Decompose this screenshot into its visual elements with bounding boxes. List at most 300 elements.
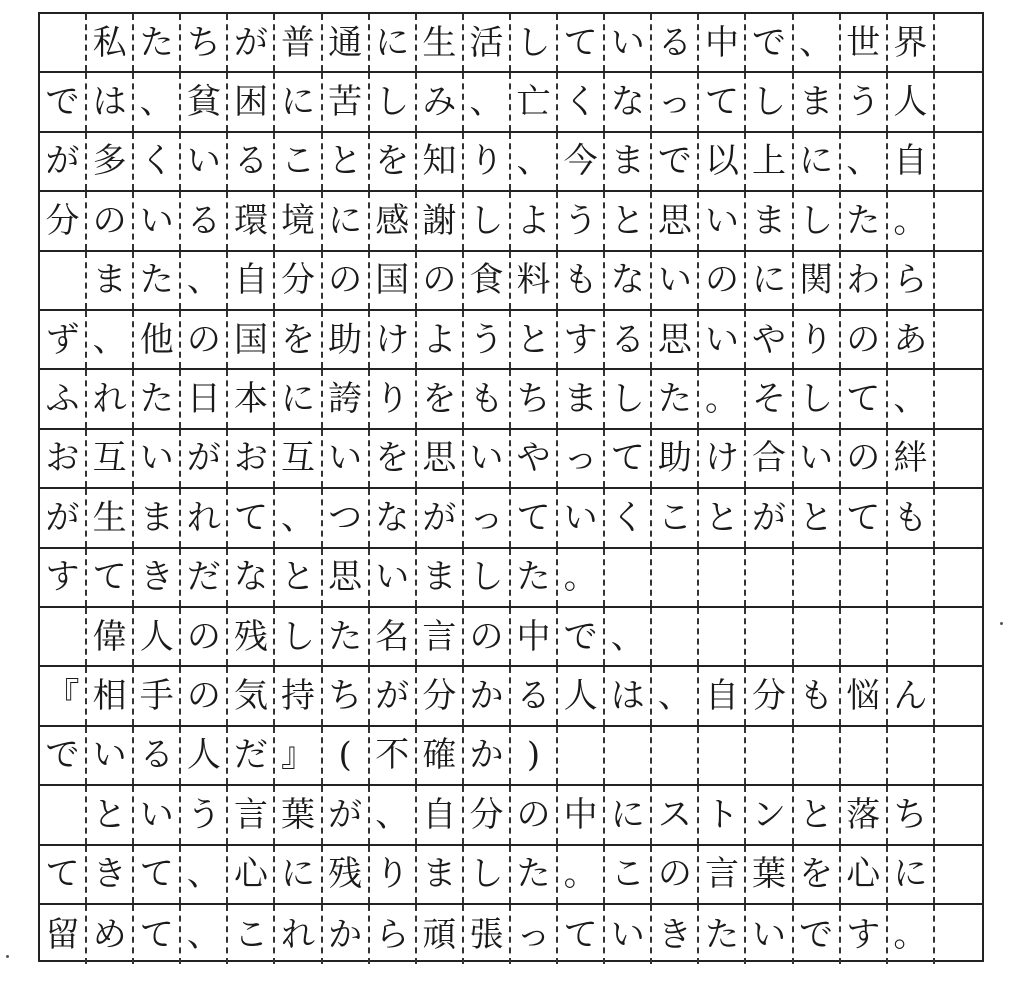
- manuscript-cell: い: [134, 430, 181, 487]
- manuscript-cell: 多: [87, 133, 134, 190]
- manuscript-cell: よ: [511, 192, 558, 249]
- manuscript-cell: 感: [370, 192, 417, 249]
- manuscript-cell: い: [699, 311, 746, 368]
- manuscript-cell: て: [605, 430, 652, 487]
- manuscript-cell: 中: [511, 608, 558, 665]
- manuscript-cell: く: [605, 489, 652, 546]
- manuscript-cell: 、: [370, 786, 417, 843]
- manuscript-row: [40, 311, 982, 370]
- manuscript-cell: [652, 549, 699, 606]
- manuscript-cell: と: [794, 489, 841, 546]
- manuscript-cell: 、: [605, 608, 652, 665]
- manuscript-cell: か: [323, 905, 370, 964]
- manuscript-cell: ま: [417, 549, 464, 606]
- manuscript-row: [40, 192, 982, 251]
- manuscript-cell: 思: [417, 430, 464, 487]
- manuscript-cell: に: [747, 252, 794, 309]
- manuscript-cell: し: [464, 192, 511, 249]
- manuscript-cell: を: [370, 430, 417, 487]
- manuscript-cell: こ: [228, 905, 275, 964]
- manuscript-cell: み: [417, 73, 464, 130]
- manuscript-cell: い: [464, 430, 511, 487]
- manuscript-cell: 、: [841, 133, 888, 190]
- manuscript-cell: 分: [417, 667, 464, 724]
- manuscript-cell: 、: [652, 667, 699, 724]
- manuscript-cell: 助: [323, 311, 370, 368]
- manuscript-cell: け: [370, 311, 417, 368]
- manuscript-cell: だ: [181, 549, 228, 606]
- manuscript-cell: 人: [558, 667, 605, 724]
- manuscript-cell: 、: [181, 252, 228, 309]
- manuscript-cell: 心: [841, 846, 888, 903]
- manuscript-cell: 』: [276, 727, 323, 784]
- manuscript-cell: [888, 549, 935, 606]
- manuscript-cell: 知: [417, 133, 464, 190]
- manuscript-cell: し: [464, 846, 511, 903]
- manuscript-cell: た: [134, 14, 181, 71]
- manuscript-cell: 人: [181, 727, 228, 784]
- manuscript-cell: る: [228, 133, 275, 190]
- manuscript-cell: 自: [888, 133, 935, 190]
- manuscript-row: [40, 846, 982, 905]
- manuscript-cell: 絆: [888, 430, 935, 487]
- manuscript-cell: い: [794, 430, 841, 487]
- manuscript-cell: 。: [699, 370, 746, 427]
- manuscript-cell: 『: [40, 667, 87, 724]
- manuscript-row: [40, 905, 982, 964]
- manuscript-cell: て: [40, 846, 87, 903]
- manuscript-cell: 国: [228, 311, 275, 368]
- manuscript-cell: 、: [888, 370, 935, 427]
- manuscript-cell: [558, 727, 605, 784]
- manuscript-cell: の: [87, 192, 134, 249]
- manuscript-cell: [605, 549, 652, 606]
- manuscript-cell: ち: [323, 667, 370, 724]
- manuscript-cell: の: [417, 252, 464, 309]
- manuscript-cell: 手: [134, 667, 181, 724]
- manuscript-cell: [935, 73, 982, 130]
- manuscript-cell: と: [605, 192, 652, 249]
- manuscript-cell: が: [417, 489, 464, 546]
- manuscript-cell: お: [40, 430, 87, 487]
- manuscript-cell: 人: [888, 73, 935, 130]
- manuscript-cell: ま: [87, 252, 134, 309]
- manuscript-cell: し: [794, 192, 841, 249]
- manuscript-cell: が: [323, 786, 370, 843]
- manuscript-cell: た: [134, 252, 181, 309]
- manuscript-cell: 心: [228, 846, 275, 903]
- manuscript-cell: 日: [181, 370, 228, 427]
- manuscript-cell: [935, 905, 982, 964]
- manuscript-cell: 、: [511, 133, 558, 190]
- manuscript-cell: が: [747, 489, 794, 546]
- manuscript-cell: や: [747, 311, 794, 368]
- manuscript-cell: る: [605, 311, 652, 368]
- manuscript-cell: 生: [87, 489, 134, 546]
- manuscript-cell: 関: [794, 252, 841, 309]
- manuscript-cell: 思: [652, 192, 699, 249]
- manuscript-cell: そ: [747, 370, 794, 427]
- manuscript-cell: 留: [40, 905, 87, 964]
- manuscript-row: [40, 252, 982, 311]
- manuscript-cell: 互: [276, 430, 323, 487]
- manuscript-cell: の: [841, 430, 888, 487]
- manuscript-cell: 食: [464, 252, 511, 309]
- manuscript-cell: 言: [417, 608, 464, 665]
- manuscript-cell: [40, 786, 87, 843]
- manuscript-cell: な: [605, 252, 652, 309]
- manuscript-cell: で: [652, 133, 699, 190]
- manuscript-cell: 生: [417, 14, 464, 71]
- manuscript-cell: わ: [841, 252, 888, 309]
- manuscript-cell: う: [558, 192, 605, 249]
- manuscript-cell: る: [652, 14, 699, 71]
- manuscript-cell: こ: [276, 133, 323, 190]
- manuscript-cell: [935, 846, 982, 903]
- manuscript-cell: 、: [276, 489, 323, 546]
- manuscript-cell: っ: [464, 489, 511, 546]
- manuscript-cell: る: [181, 192, 228, 249]
- manuscript-cell: [935, 311, 982, 368]
- manuscript-cell: に: [605, 786, 652, 843]
- manuscript-cell: で: [794, 905, 841, 964]
- manuscript-cell: い: [370, 549, 417, 606]
- manuscript-cell: け: [699, 430, 746, 487]
- manuscript-cell: 。: [888, 905, 935, 964]
- manuscript-row: [40, 727, 982, 786]
- manuscript-cell: な: [605, 73, 652, 130]
- manuscript-cell: 境: [276, 192, 323, 249]
- manuscript-cell: し: [511, 14, 558, 71]
- manuscript-cell: [935, 252, 982, 309]
- manuscript-cell: [935, 430, 982, 487]
- manuscript-cell: [935, 667, 982, 724]
- manuscript-cell: [652, 608, 699, 665]
- manuscript-cell: て: [841, 370, 888, 427]
- manuscript-row: [40, 370, 982, 429]
- manuscript-cell: い: [605, 14, 652, 71]
- manuscript-cell: も: [888, 489, 935, 546]
- manuscript-cell: し: [794, 370, 841, 427]
- manuscript-cell: に: [370, 14, 417, 71]
- manuscript-cell: [699, 727, 746, 784]
- manuscript-cell: い: [558, 489, 605, 546]
- manuscript-cell: 今: [558, 133, 605, 190]
- manuscript-cell: し: [370, 73, 417, 130]
- manuscript-cell: 気: [228, 667, 275, 724]
- manuscript-cell: が: [40, 489, 87, 546]
- manuscript-cell: 他: [134, 311, 181, 368]
- manuscript-cell: と: [699, 489, 746, 546]
- manuscript-cell: た: [511, 846, 558, 903]
- manuscript-cell: ま: [794, 73, 841, 130]
- manuscript-cell: 中: [699, 14, 746, 71]
- manuscript-cell: も: [558, 252, 605, 309]
- manuscript-cell: ら: [888, 252, 935, 309]
- manuscript-cell: れ: [87, 370, 134, 427]
- manuscript-cell: こ: [652, 489, 699, 546]
- manuscript-cell: で: [747, 14, 794, 71]
- manuscript-cell: う: [181, 786, 228, 843]
- manuscript-grid: [38, 12, 984, 962]
- manuscript-cell: な: [228, 549, 275, 606]
- manuscript-cell: い: [181, 133, 228, 190]
- manuscript-cell: も: [794, 667, 841, 724]
- manuscript-cell: と: [323, 133, 370, 190]
- manuscript-cell: く: [558, 73, 605, 130]
- manuscript-cell: つ: [323, 489, 370, 546]
- manuscript-cell: ): [511, 727, 558, 784]
- manuscript-cell: 助: [652, 430, 699, 487]
- manuscript-cell: 分: [464, 786, 511, 843]
- manuscript-row: [40, 608, 982, 667]
- manuscript-cell: し: [605, 370, 652, 427]
- manuscript-cell: た: [134, 370, 181, 427]
- manuscript-cell: き: [87, 846, 134, 903]
- manuscript-cell: 困: [228, 73, 275, 130]
- manuscript-cell: い: [323, 430, 370, 487]
- manuscript-cell: 葉: [276, 786, 323, 843]
- manuscript-cell: [935, 370, 982, 427]
- manuscript-cell: て: [699, 73, 746, 130]
- manuscript-cell: 亡: [511, 73, 558, 130]
- manuscript-cell: い: [747, 905, 794, 964]
- manuscript-row: [40, 489, 982, 548]
- manuscript-cell: ま: [558, 370, 605, 427]
- manuscript-cell: [605, 727, 652, 784]
- manuscript-cell: [699, 608, 746, 665]
- manuscript-cell: 残: [228, 608, 275, 665]
- manuscript-cell: い: [134, 786, 181, 843]
- manuscript-cell: の: [699, 252, 746, 309]
- manuscript-cell: き: [134, 549, 181, 606]
- manuscript-cell: し: [464, 549, 511, 606]
- manuscript-row: [40, 786, 982, 845]
- manuscript-cell: う: [841, 73, 888, 130]
- scan-speck: [1000, 622, 1003, 625]
- manuscript-cell: で: [40, 727, 87, 784]
- manuscript-cell: 頑: [417, 905, 464, 964]
- manuscript-cell: の: [511, 786, 558, 843]
- manuscript-cell: ふ: [40, 370, 87, 427]
- manuscript-cell: [888, 608, 935, 665]
- manuscript-cell: り: [794, 311, 841, 368]
- manuscript-cell: 張: [464, 905, 511, 964]
- manuscript-cell: 、: [794, 14, 841, 71]
- manuscript-cell: し: [276, 608, 323, 665]
- manuscript-cell: て: [87, 549, 134, 606]
- manuscript-cell: [935, 786, 982, 843]
- manuscript-cell: た: [652, 370, 699, 427]
- manuscript-cell: だ: [228, 727, 275, 784]
- manuscript-cell: [841, 727, 888, 784]
- manuscript-cell: い: [652, 252, 699, 309]
- manuscript-cell: の: [464, 608, 511, 665]
- manuscript-cell: [841, 549, 888, 606]
- manuscript-cell: [40, 252, 87, 309]
- manuscript-cell: [935, 727, 982, 784]
- manuscript-cell: と: [511, 311, 558, 368]
- manuscript-cell: な: [370, 489, 417, 546]
- manuscript-cell: る: [134, 727, 181, 784]
- manuscript-cell: も: [464, 370, 511, 427]
- manuscript-cell: が: [40, 133, 87, 190]
- manuscript-cell: [935, 489, 982, 546]
- manuscript-cell: 合: [747, 430, 794, 487]
- manuscript-cell: に: [276, 370, 323, 427]
- manuscript-cell: い: [87, 727, 134, 784]
- manuscript-row: [40, 549, 982, 608]
- manuscript-cell: 世: [841, 14, 888, 71]
- manuscript-cell: 名: [370, 608, 417, 665]
- manuscript-cell: が: [181, 430, 228, 487]
- manuscript-cell: 私: [87, 14, 134, 71]
- manuscript-cell: の: [181, 667, 228, 724]
- manuscript-cell: た: [699, 905, 746, 964]
- manuscript-cell: か: [464, 727, 511, 784]
- manuscript-cell: 人: [134, 608, 181, 665]
- manuscript-cell: て: [841, 489, 888, 546]
- manuscript-cell: ち: [181, 14, 228, 71]
- manuscript-cell: [747, 727, 794, 784]
- manuscript-cell: [888, 727, 935, 784]
- manuscript-cell: を: [370, 133, 417, 190]
- manuscript-cell: 分: [747, 667, 794, 724]
- manuscript-cell: 偉: [87, 608, 134, 665]
- manuscript-cell: こ: [605, 846, 652, 903]
- manuscript-cell: あ: [888, 311, 935, 368]
- manuscript-cell: た: [511, 549, 558, 606]
- manuscript-cell: し: [747, 73, 794, 130]
- manuscript-cell: か: [464, 667, 511, 724]
- manuscript-cell: は: [605, 667, 652, 724]
- manuscript-cell: 活: [464, 14, 511, 71]
- manuscript-cell: ず: [40, 311, 87, 368]
- manuscript-cell: を: [417, 370, 464, 427]
- manuscript-cell: で: [558, 608, 605, 665]
- manuscript-cell: ち: [888, 786, 935, 843]
- manuscript-cell: 、: [181, 846, 228, 903]
- manuscript-cell: [935, 192, 982, 249]
- manuscript-cell: 、: [87, 311, 134, 368]
- manuscript-cell: に: [794, 133, 841, 190]
- manuscript-cell: [40, 608, 87, 665]
- manuscript-cell: [794, 549, 841, 606]
- manuscript-cell: 本: [228, 370, 275, 427]
- manuscript-cell: に: [323, 192, 370, 249]
- manuscript-cell: 上: [747, 133, 794, 190]
- manuscript-cell: 料: [511, 252, 558, 309]
- manuscript-cell: て: [558, 14, 605, 71]
- manuscript-cell: を: [794, 846, 841, 903]
- manuscript-cell: の: [323, 252, 370, 309]
- manuscript-cell: 、: [464, 73, 511, 130]
- manuscript-cell: に: [276, 846, 323, 903]
- manuscript-cell: 相: [87, 667, 134, 724]
- manuscript-cell: と: [87, 786, 134, 843]
- manuscript-cell: ま: [747, 192, 794, 249]
- manuscript-cell: 、: [134, 73, 181, 130]
- manuscript-cell: 。: [558, 846, 605, 903]
- manuscript-row: [40, 430, 982, 489]
- manuscript-cell: す: [40, 549, 87, 606]
- manuscript-cell: 落: [841, 786, 888, 843]
- manuscript-cell: 持: [276, 667, 323, 724]
- manuscript-cell: 言: [699, 846, 746, 903]
- manuscript-cell: 思: [323, 549, 370, 606]
- manuscript-cell: 誇: [323, 370, 370, 427]
- manuscript-cell: て: [134, 846, 181, 903]
- manuscript-cell: く: [134, 133, 181, 190]
- manuscript-cell: [747, 608, 794, 665]
- manuscript-cell: っ: [511, 905, 558, 964]
- manuscript-cell: い: [605, 905, 652, 964]
- manuscript-row: [40, 14, 982, 73]
- manuscript-cell: う: [464, 311, 511, 368]
- manuscript-cell: 残: [323, 846, 370, 903]
- manuscript-cell: 思: [652, 311, 699, 368]
- manuscript-cell: 通: [323, 14, 370, 71]
- manuscript-cell: て: [228, 489, 275, 546]
- manuscript-cell: や: [511, 430, 558, 487]
- manuscript-cell: ン: [747, 786, 794, 843]
- manuscript-cell: の: [841, 311, 888, 368]
- manuscript-cell: 自: [417, 786, 464, 843]
- manuscript-cell: の: [652, 846, 699, 903]
- manuscript-cell: れ: [276, 905, 323, 964]
- manuscript-cell: に: [888, 846, 935, 903]
- manuscript-cell: [935, 14, 982, 71]
- manuscript-cell: [747, 549, 794, 606]
- manuscript-cell: 互: [87, 430, 134, 487]
- manuscript-cell: 貧: [181, 73, 228, 130]
- manuscript-cell: [794, 608, 841, 665]
- manuscript-cell: り: [464, 133, 511, 190]
- manuscript-cell: 分: [276, 252, 323, 309]
- manuscript-cell: め: [87, 905, 134, 964]
- manuscript-cell: 確: [417, 727, 464, 784]
- manuscript-cell: 言: [228, 786, 275, 843]
- manuscript-cell: 界: [888, 14, 935, 71]
- manuscript-cell: い: [134, 192, 181, 249]
- manuscript-cell: す: [558, 311, 605, 368]
- manuscript-cell: 、: [181, 905, 228, 964]
- manuscript-cell: 不: [370, 727, 417, 784]
- manuscript-cell: と: [276, 549, 323, 606]
- manuscript-cell: 自: [228, 252, 275, 309]
- manuscript-cell: は: [87, 73, 134, 130]
- manuscript-cell: ま: [417, 846, 464, 903]
- manuscript-cell: が: [370, 667, 417, 724]
- manuscript-cell: 。: [888, 192, 935, 249]
- manuscript-cell: 。: [558, 549, 605, 606]
- manuscript-cell: き: [652, 905, 699, 964]
- manuscript-cell: が: [228, 14, 275, 71]
- manuscript-cell: て: [558, 905, 605, 964]
- manuscript-cell: い: [699, 192, 746, 249]
- manuscript-cell: て: [134, 905, 181, 964]
- manuscript-cell: [794, 727, 841, 784]
- manuscript-cell: ち: [511, 370, 558, 427]
- manuscript-cell: 分: [40, 192, 87, 249]
- manuscript-cell: っ: [558, 430, 605, 487]
- manuscript-cell: り: [370, 370, 417, 427]
- manuscript-cell: れ: [181, 489, 228, 546]
- manuscript-cell: っ: [652, 73, 699, 130]
- manuscript-cell: (: [323, 727, 370, 784]
- manuscript-cell: [699, 549, 746, 606]
- manuscript-cell: り: [370, 846, 417, 903]
